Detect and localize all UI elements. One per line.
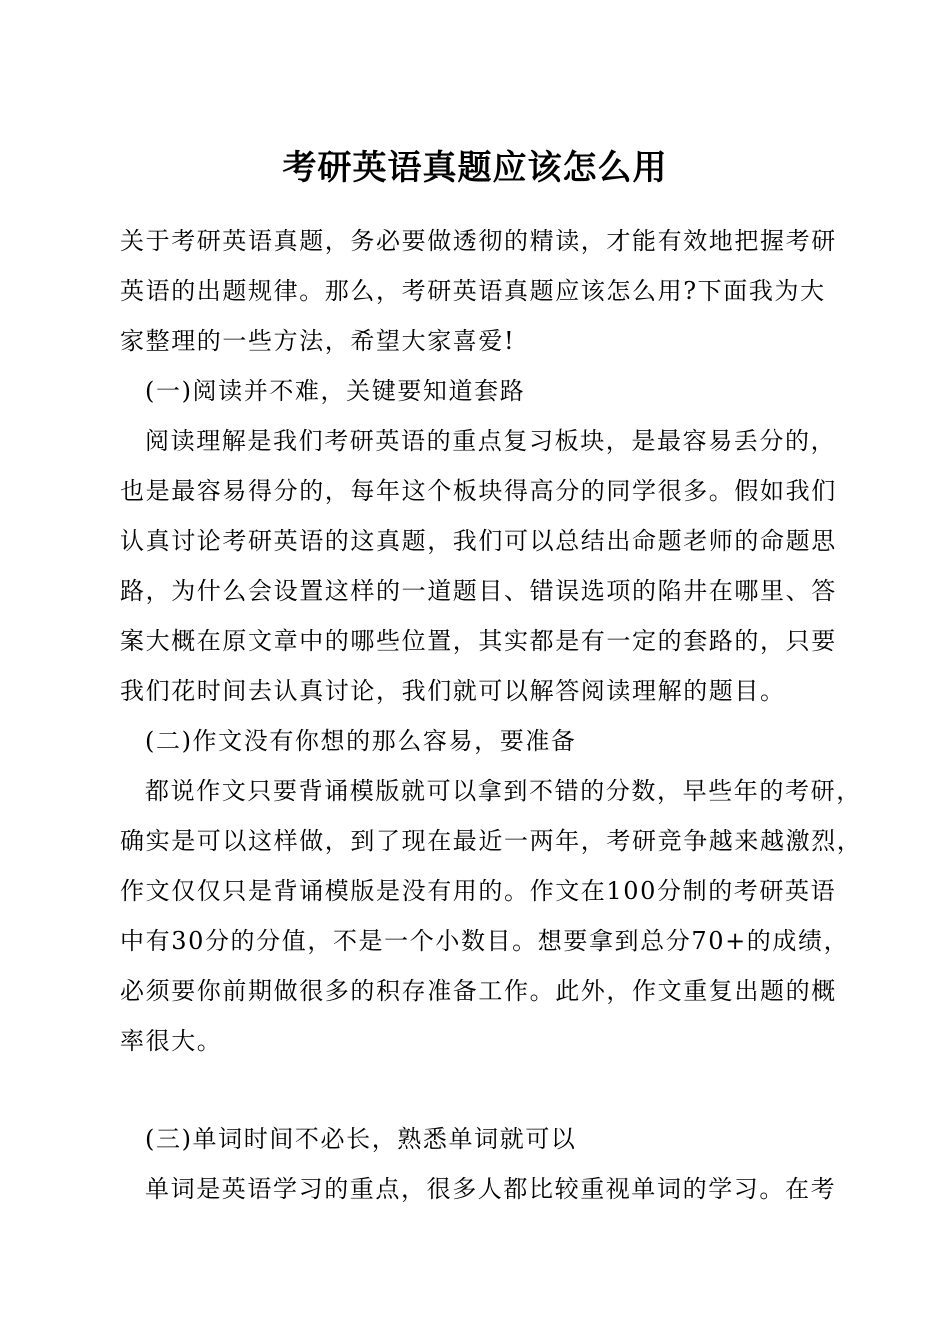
paragraph-line: 认真讨论考研英语的这真题，我们可以总结出命题老师的命题思 [120,527,837,555]
paragraph-line: 作文仅仅只是背诵模版是没有用的。作文在100分制的考研英语 [120,877,837,905]
paragraph-line: 单词是英语学习的重点，很多人都比较重视单词的学习。在考 [145,1175,837,1203]
paragraph-line: 家整理的一些方法，希望大家喜爱! [120,327,516,355]
paragraph-line: 必须要你前期做很多的积存准备工作。此外，作文重复出题的概 [120,977,837,1005]
paragraph-line: 中有30分的分值，不是一个小数目。想要拿到总分70+的成绩， [120,927,850,955]
paragraph-line: 英语的出题规律。那么，考研英语真题应该怎么用?下面我为大 [120,277,826,305]
paragraph-line: 案大概在原文章中的哪些位置，其实都是有一定的套路的，只要 [120,627,837,655]
section-heading-3: (三)单词时间不必长，熟悉单词就可以 [145,1125,577,1153]
paragraph-line: 率很大。 [120,1027,223,1055]
paragraph-line: 关于考研英语真题，务必要做透彻的精读，才能有效地把握考研 [120,227,837,255]
document-title: 考研英语真题应该怎么用 [282,148,668,188]
paragraph-line: 我们花时间去认真讨论，我们就可以解答阅读理解的题目。 [120,677,786,705]
section-heading-2: (二)作文没有你想的那么容易，要准备 [145,727,577,755]
section-heading-1: (一)阅读并不难，关键要知道套路 [145,377,526,405]
paragraph-line: 确实是可以这样做，到了现在最近一两年，考研竞争越来越激烈， [120,827,863,855]
paragraph-line: 都说作文只要背诵模版就可以拿到不错的分数，早些年的考研， [145,777,862,805]
paragraph-line: 路，为什么会设置这样的一道题目、错误选项的陷井在哪里、答 [120,577,837,605]
paragraph-line: 也是最容易得分的，每年这个板块得高分的同学很多。假如我们 [120,477,837,505]
paragraph-line: 阅读理解是我们考研英语的重点复习板块，是最容易丢分的， [145,427,837,455]
